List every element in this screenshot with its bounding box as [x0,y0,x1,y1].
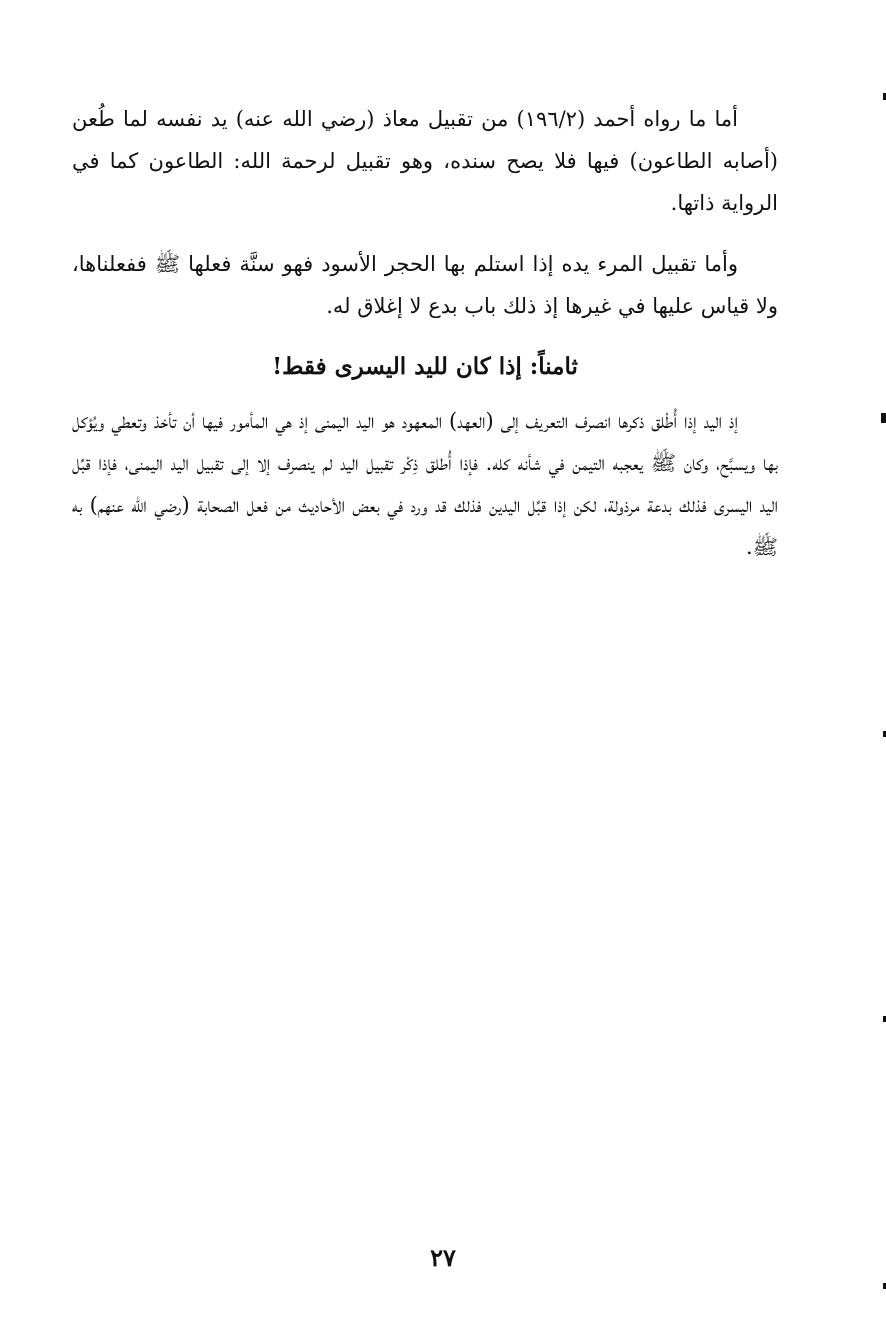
paragraph-left-hand: إذ اليد إذا أُطْلق ذكرها انصرف التعريف إلى (العهد) المعهود هو اليد اليمنى إذ هي المأمور فيها أن تأخذ وتعطي ويُؤكل بها ويسبَّح، وكان ﷺ يعجبه التيمن في شأنه كله. فإذا أُطلق ذِكْر تقبيل اليد لم ينصرف إلا إلى تقبيل اليد اليمنى، فإذا قبِّل اليد اليسرى فذلك بدعة مرذولة، لكن إذا قبِّل اليدين فذلك قد ورد في بعض الأحاديث من فعل الصحابة (رضي الله عنهم) به ﷺ. [72,409,778,559]
paragraph-black-stone: وأما تقبيل المرء يده إذا استلم بها الحجر الأسود فهو سنَّة فعلها ﷺ ففعلناها، ولا قياس عليها في غيرها إذ ذلك باب بدع لا إغلاق له. [72,252,778,318]
section-heading: ثامناً: إذا كان لليد اليسرى فقط! [272,353,578,380]
paragraph-ahmad-narration: أما ما رواه أحمد (١٩٦/٢) من تقبيل معاذ (رضي الله عنه) يد نفسه لما طُعن (أصابه الطاعون) فيها فلا يصح سنده، وهو تقبيل لرحمة الله: الطاعون كما في الرواية ذاتها. [72,107,778,215]
page-number: ٢٧ [430,1243,456,1272]
scan-edge-mark [881,413,886,423]
